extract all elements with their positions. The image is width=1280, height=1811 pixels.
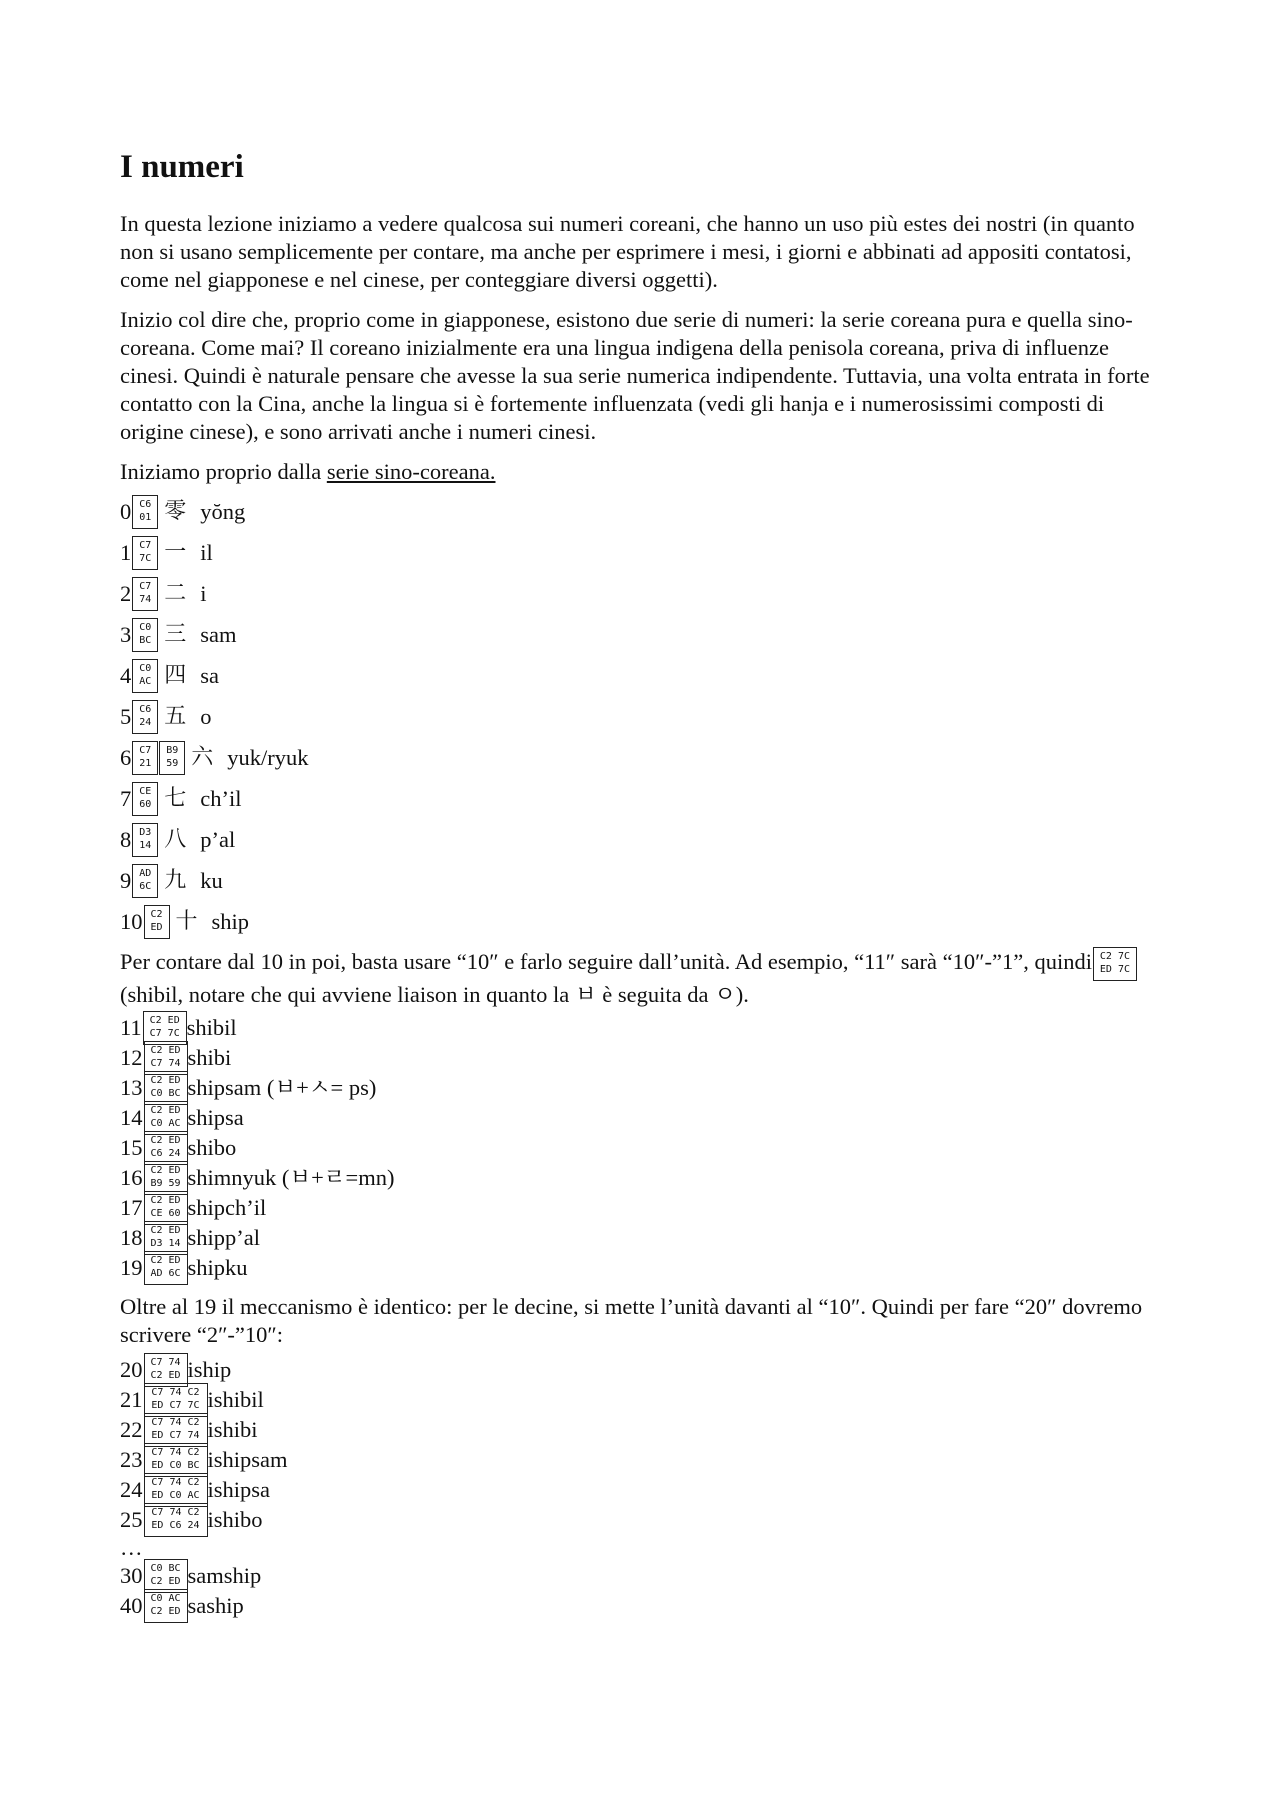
hanja-character: 二 — [164, 581, 187, 607]
romanization: ishipsa — [207, 1476, 271, 1502]
number-label: 0 — [120, 499, 132, 525]
number-label: 17 — [120, 1194, 143, 1220]
missing-glyph-box: C2 ED CE 60 — [144, 1191, 188, 1225]
list-item — [120, 1223, 1165, 1253]
number-label: 10 — [120, 909, 143, 935]
romanization: ship — [211, 909, 250, 935]
list-item — [120, 656, 1165, 697]
romanization: shibo — [187, 1134, 237, 1160]
missing-glyph-box: C7 74 C2 ED C7 7C — [144, 1383, 208, 1417]
teens-list — [120, 1013, 1165, 1283]
hanja-character: 七 — [164, 786, 187, 812]
number-label: 20 — [120, 1356, 143, 1382]
hanja-character: 一 — [164, 540, 187, 566]
romanization: ku — [200, 868, 223, 894]
series-intro-text: Iniziamo proprio dalla — [120, 458, 327, 484]
number-label: 11 — [120, 1014, 142, 1040]
missing-glyph-box: C2 ED C6 24 — [144, 1131, 188, 1165]
list-item — [120, 1355, 1165, 1385]
number-label: 7 — [120, 786, 132, 812]
missing-glyph-box: C2 ED B9 59 — [144, 1161, 188, 1195]
missing-glyph-box: C2 7C ED 7C — [1093, 947, 1137, 981]
number-label: 18 — [120, 1224, 143, 1250]
missing-glyph-box: C0 BC C2 ED — [144, 1559, 188, 1593]
twenties-list — [120, 1355, 1165, 1535]
hanja-character: 八 — [164, 827, 187, 853]
number-label: 25 — [120, 1506, 143, 1532]
romanization: samship — [187, 1562, 262, 1588]
list-item — [120, 1561, 1165, 1591]
list-item — [120, 1103, 1165, 1133]
sino-korean-series-link[interactable]: serie sino-coreana. — [326, 458, 496, 484]
romanization: sa — [200, 663, 220, 689]
list-item — [120, 861, 1165, 902]
missing-glyph-box: C2 ED C0 AC — [144, 1101, 188, 1135]
missing-glyph-box: C7 74 C2 ED C0 BC — [144, 1443, 208, 1477]
romanization: i — [200, 581, 207, 607]
romanization: iship — [187, 1356, 232, 1382]
basic-numbers-list — [120, 492, 1165, 943]
missing-glyph-box: C7 74 — [132, 577, 158, 611]
romanization: yŏng — [200, 499, 246, 525]
romanization: shimnyuk (ㅂ+ㄹ=mn) — [187, 1164, 395, 1190]
number-label: 30 — [120, 1562, 143, 1588]
missing-glyph-box: AD 6C — [132, 864, 158, 898]
hanja-character: 六 — [191, 745, 214, 771]
romanization: ishibi — [207, 1416, 258, 1442]
list-item — [120, 1475, 1165, 1505]
romanization: p’al — [200, 827, 236, 853]
missing-glyph-box: B9 59 — [159, 741, 185, 775]
missing-glyph-box: C7 21 — [132, 741, 158, 775]
romanization: ishibil — [207, 1386, 264, 1412]
missing-glyph-box: C6 01 — [132, 495, 158, 529]
romanization: shipp’al — [187, 1224, 260, 1250]
list-item — [120, 1505, 1165, 1535]
list-item — [120, 1133, 1165, 1163]
number-label: 9 — [120, 868, 132, 894]
number-label: 13 — [120, 1074, 143, 1100]
missing-glyph-box: C0 AC — [132, 659, 158, 693]
list-item — [120, 574, 1165, 615]
history-paragraph: Inizio col dire che, proprio come in giapponese, esistono due serie di numeri: la serie coreana pura e quella sino-coreana. Come mai? Il coreano inizialmente era una lingua indigena della penisola coreana, priva di influenze cinesi. Quindi è naturale pensare che avesse la sua serie numerica indipendente. Tuttavia, una volta entrata in forte contatto con la Cina, anche la lingua si è fortemente influenzata (vedi gli hanja e i numerosissimi composti di origine cinese), e sono arrivati anche i numeri cinesi. — [120, 306, 1150, 444]
missing-glyph-box: C2 ED C7 7C — [143, 1011, 187, 1045]
counting-paragraph — [120, 947, 1165, 1009]
list-item — [120, 1193, 1165, 1223]
intro-paragraph: In questa lezione iniziamo a vedere qualcosa sui numeri coreani, che hanno un uso più estes dei nostri (in quanto non si usano semplicemente per contare, ma anche per esprimere i mesi, i giorni e abbinati ad appositi contatosi, come nel giapponese e nel cinese, per conteggiare diversi oggetti). — [120, 210, 1135, 292]
hanja-character: 十 — [175, 909, 198, 935]
number-label: 15 — [120, 1134, 143, 1160]
number-label: 40 — [120, 1592, 143, 1618]
romanization: ishipsam — [207, 1446, 288, 1472]
number-label: 24 — [120, 1476, 143, 1502]
hanja-character: 九 — [164, 868, 187, 894]
list-item — [120, 492, 1165, 533]
number-label: 19 — [120, 1254, 143, 1280]
document-body — [120, 148, 1165, 1621]
number-label: 4 — [120, 663, 132, 689]
romanization: shibil — [186, 1014, 237, 1040]
list-item — [120, 1415, 1165, 1445]
romanization: yuk/ryuk — [227, 745, 309, 771]
romanization: ch’il — [200, 786, 242, 812]
list-item — [120, 779, 1165, 820]
number-label: 8 — [120, 827, 132, 853]
number-label: 12 — [120, 1044, 143, 1070]
romanization: shipch’il — [187, 1194, 267, 1220]
missing-glyph-box: C6 24 — [132, 700, 158, 734]
number-label: 1 — [120, 540, 132, 566]
missing-glyph-box: C7 74 C2 ED C6 24 — [144, 1503, 208, 1537]
missing-glyph-box: C2 ED AD 6C — [144, 1251, 188, 1285]
list-item — [120, 1385, 1165, 1415]
list-item — [120, 902, 1165, 943]
list-item — [120, 1445, 1165, 1475]
list-item — [120, 1043, 1165, 1073]
romanization: sam — [200, 622, 237, 648]
romanization: ishibo — [207, 1506, 263, 1532]
missing-glyph-box: C2 ED C0 BC — [144, 1071, 188, 1105]
number-label: 23 — [120, 1446, 143, 1472]
list-item — [120, 1163, 1165, 1193]
missing-glyph-box: C7 74 C2 ED C7 74 — [144, 1413, 208, 1447]
number-label: 5 — [120, 704, 132, 730]
missing-glyph-box: C7 74 C2 ED — [144, 1353, 188, 1387]
list-item — [120, 533, 1165, 574]
series-intro-paragraph — [120, 458, 1165, 486]
romanization: il — [200, 540, 213, 566]
romanization: shipsam (ㅂ+ㅅ= ps) — [187, 1074, 377, 1100]
missing-glyph-box: D3 14 — [132, 823, 158, 857]
list-item — [120, 697, 1165, 738]
ellipsis: … — [120, 1534, 143, 1560]
page-title: I numeri — [120, 149, 244, 185]
hanja-character: 五 — [164, 704, 187, 730]
tens-paragraph: Oltre al 19 il meccanismo è identico: per le decine, si mette l’unità davanti al “10″. Quindi per fare “20″ dovremo scrivere “2″-”10″: — [120, 1293, 1143, 1347]
missing-glyph-box: C2 ED D3 14 — [144, 1221, 188, 1255]
number-label: 22 — [120, 1416, 143, 1442]
list-item — [120, 820, 1165, 861]
list-item — [120, 1253, 1165, 1283]
hanja-character: 三 — [164, 622, 187, 648]
list-item — [120, 615, 1165, 656]
missing-glyph-box: C7 7C — [132, 536, 158, 570]
number-label: 6 — [120, 745, 132, 771]
hanja-character: 四 — [164, 663, 187, 689]
hanja-character: 零 — [164, 499, 187, 525]
number-label: 2 — [120, 581, 132, 607]
missing-glyph-box: C2 ED C7 74 — [144, 1041, 188, 1075]
missing-glyph-box: C2 ED — [144, 905, 170, 939]
number-label: 16 — [120, 1164, 143, 1190]
list-item — [120, 1073, 1165, 1103]
counting-text-b: (shibil, notare che qui avviene liaison in quanto la ㅂ è seguita da ㅇ). — [120, 981, 749, 1007]
romanization: saship — [187, 1592, 244, 1618]
number-label: 21 — [120, 1386, 143, 1412]
number-label: 14 — [120, 1104, 143, 1130]
romanization: shipku — [187, 1254, 248, 1280]
number-label: 3 — [120, 622, 132, 648]
romanization: o — [200, 704, 212, 730]
list-item — [120, 1013, 1165, 1043]
counting-text-a: Per contare dal 10 in poi, basta usare “10″ e farlo seguire dall’unità. Ad esempio, “11″ sarà “10″-”1”, quindi — [120, 948, 1092, 974]
list-item — [120, 738, 1165, 779]
missing-glyph-box: CE 60 — [132, 782, 158, 816]
missing-glyph-box: C0 AC C2 ED — [144, 1589, 188, 1623]
missing-glyph-box: C0 BC — [132, 618, 158, 652]
romanization: shipsa — [187, 1104, 244, 1130]
list-item — [120, 1591, 1165, 1621]
tens-list — [120, 1561, 1165, 1621]
romanization: shibi — [187, 1044, 232, 1070]
missing-glyph-box: C7 74 C2 ED C0 AC — [144, 1473, 208, 1507]
